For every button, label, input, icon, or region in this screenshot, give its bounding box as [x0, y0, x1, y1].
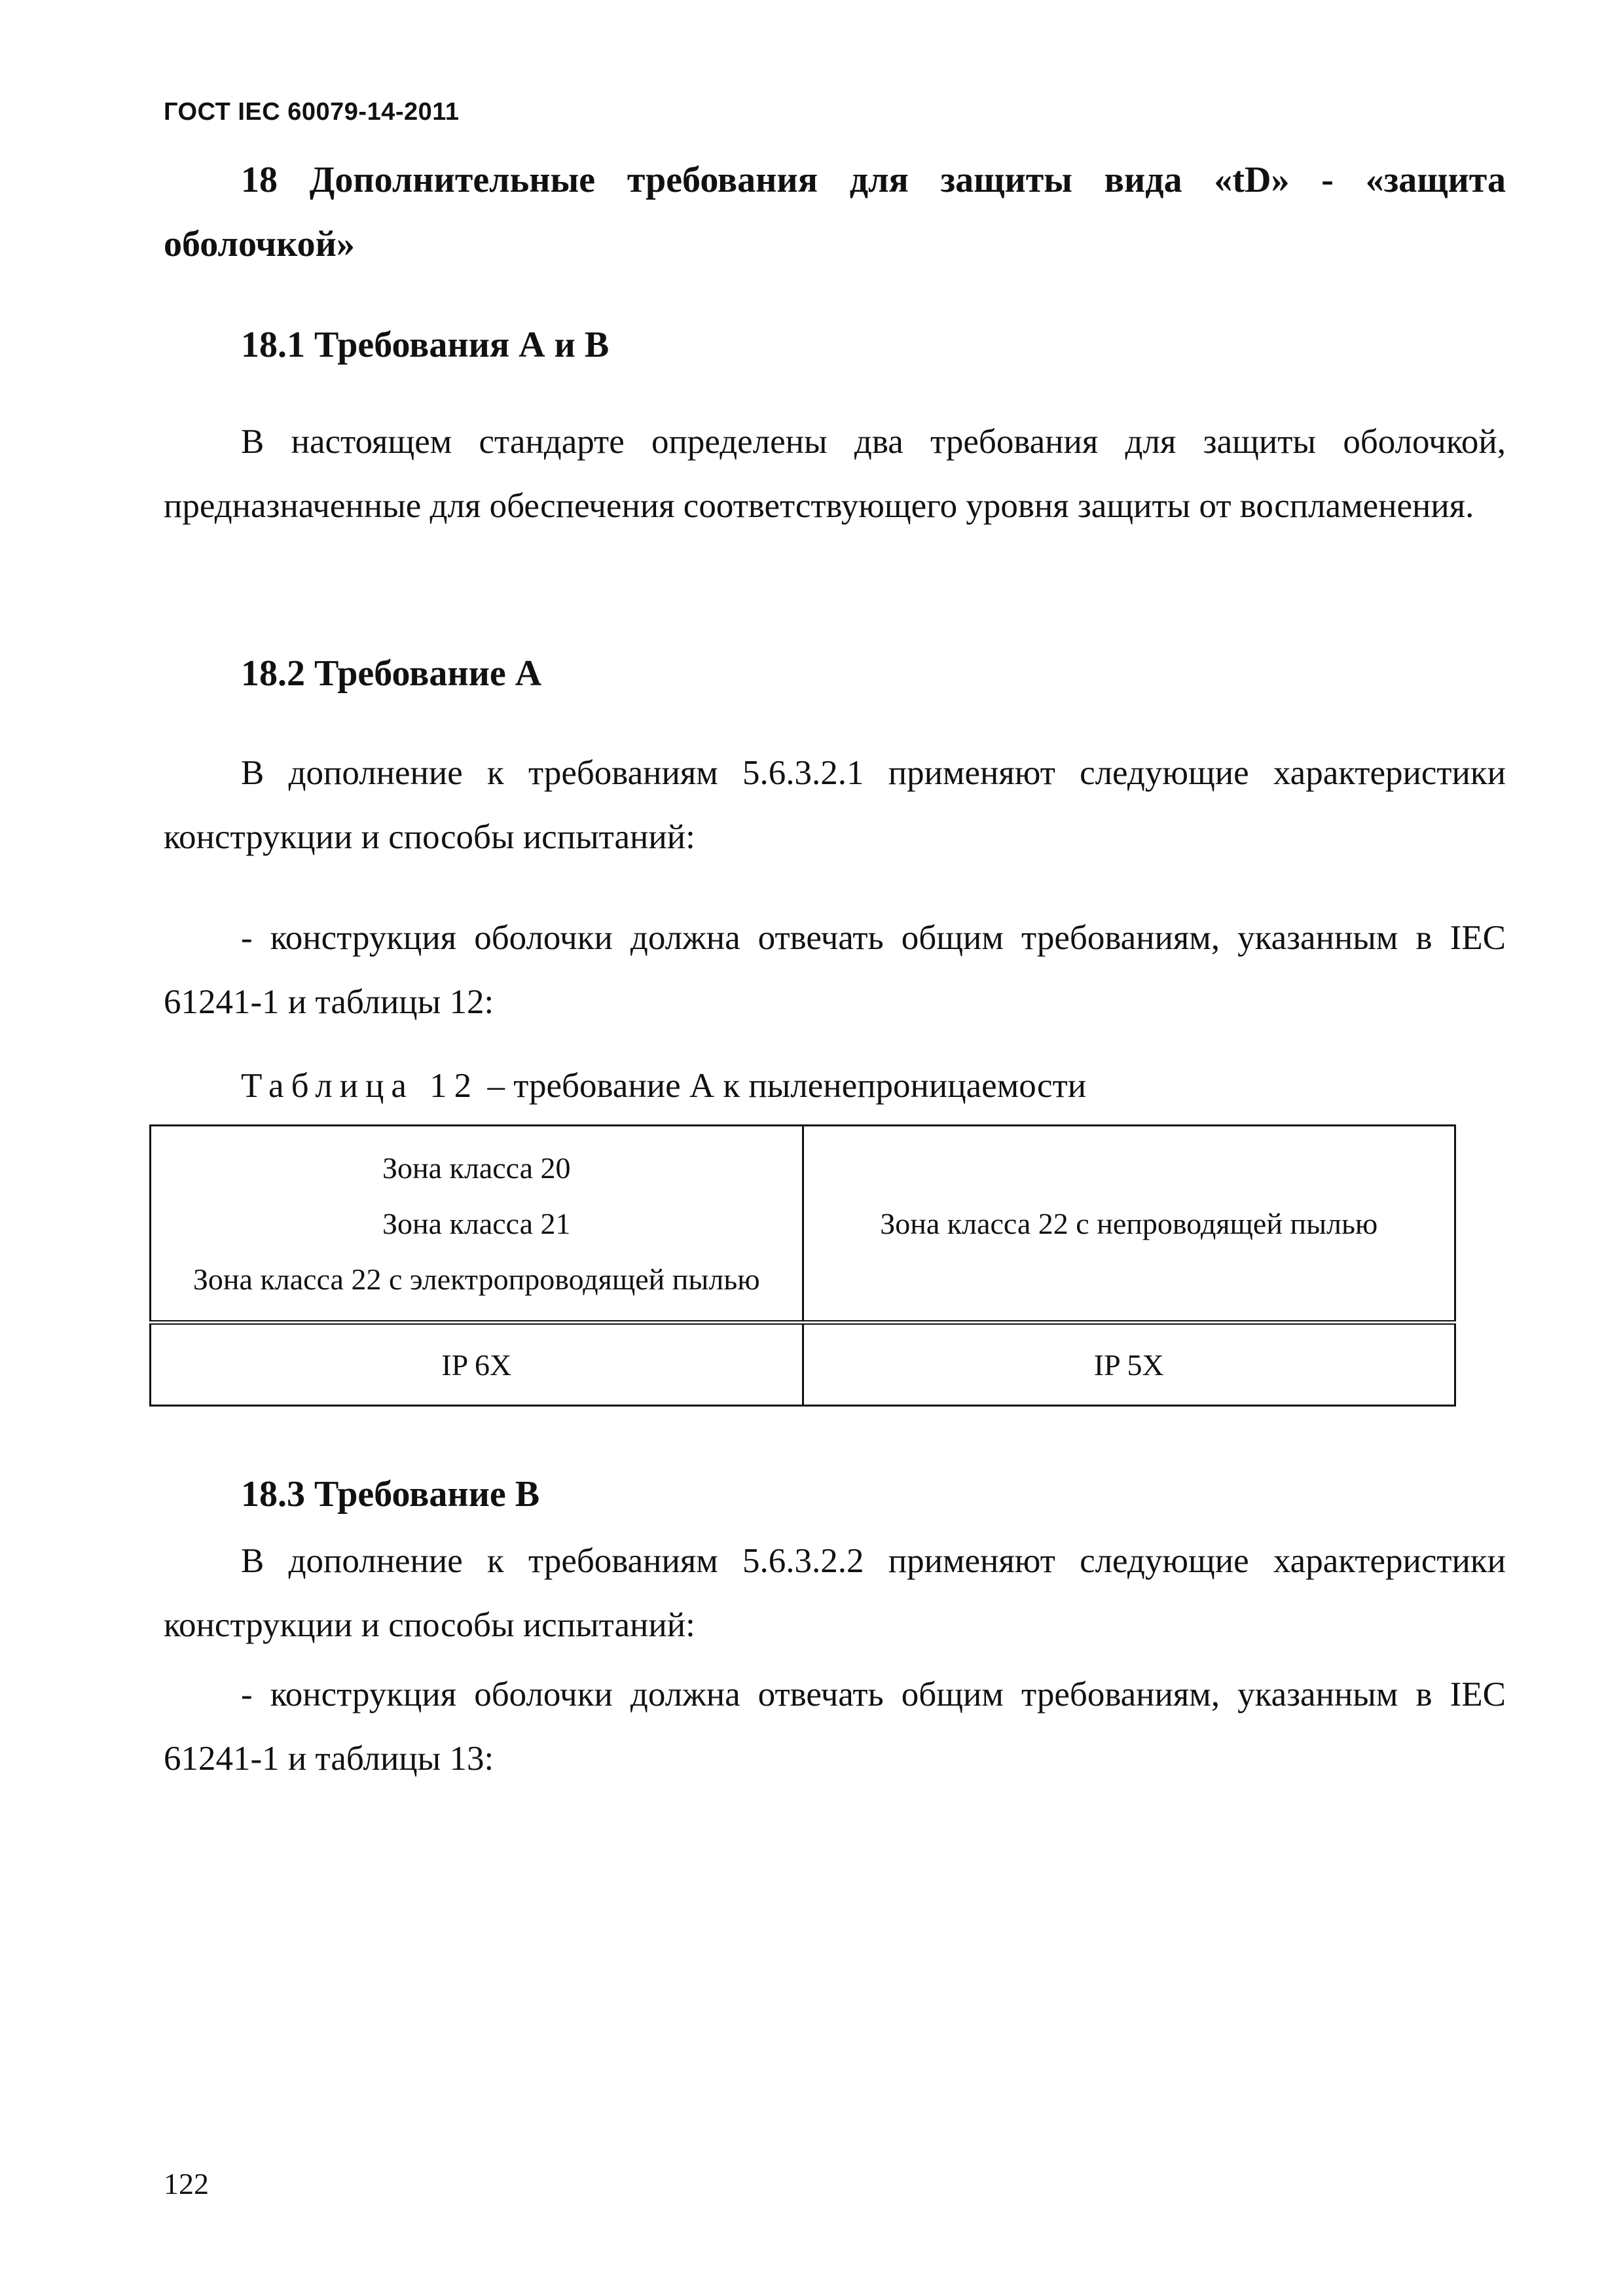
document-code-header: ГОСТ IEC 60079-14-2011: [164, 98, 460, 126]
table-12-caption: [164, 1054, 1506, 1118]
section-18-3-paragraph: В дополнение к требованиям 5.6.3.2.2 применяют следующие характеристики конструкции и способы испытаний:: [164, 1542, 1506, 1644]
zone-class-21-label: Зона класса 21: [382, 1206, 571, 1240]
section-18-1-paragraph: В настоящем стандарте определены два требования для защиты оболочкой, предназначенные для обеспечения соответствующего уровня защиты от воспламенения.: [164, 423, 1506, 525]
table-12: [149, 1124, 1456, 1407]
section-18-1-title: 18.1 Требования А и В: [241, 325, 610, 365]
table-12-caption-text: – требование А к пыленепроницаемости: [479, 1067, 1087, 1105]
section-18-title: 18 Дополнительные требования для защиты вида «tD» - «защита оболочкой»: [164, 160, 1506, 264]
section-18-3-item: - конструкция оболочки должна отвечать общим требованиям, указанным в IEC 61241-1 и таблицы 13:: [164, 1676, 1506, 1778]
table-header-row: [151, 1126, 1455, 1323]
section-18-2-paragraph: В дополнение к требованиям 5.6.3.2.1 применяют следующие характеристики конструкции и способы испытаний:: [164, 754, 1506, 856]
section-18-3-title: 18.3 Требование В: [241, 1474, 540, 1515]
zone-class-22-conductive-label: Зона класса 22 с электропроводящей пылью: [192, 1262, 760, 1296]
table-12-caption-label: Таблица 12: [241, 1067, 479, 1105]
zone-class-20-label: Зона класса 20: [382, 1151, 571, 1185]
table-row: [151, 1323, 1455, 1406]
page-number: 122: [164, 2167, 209, 2200]
section-18-2-item: - конструкция оболочки должна отвечать общим требованиям, указанным в IEC 61241-1 и таблицы 12:: [164, 919, 1506, 1021]
table-cell-ip6x: IP 6X: [151, 1323, 803, 1406]
table-header-right-cell: [803, 1126, 1455, 1323]
table-header-left-cell: [151, 1126, 803, 1323]
zone-class-22-nonconductive-label: Зона класса 22 с непроводящей пылью: [880, 1206, 1378, 1240]
table-cell-ip5x: IP 5X: [803, 1323, 1455, 1406]
section-18-2-title: 18.2 Требование А: [241, 653, 542, 694]
